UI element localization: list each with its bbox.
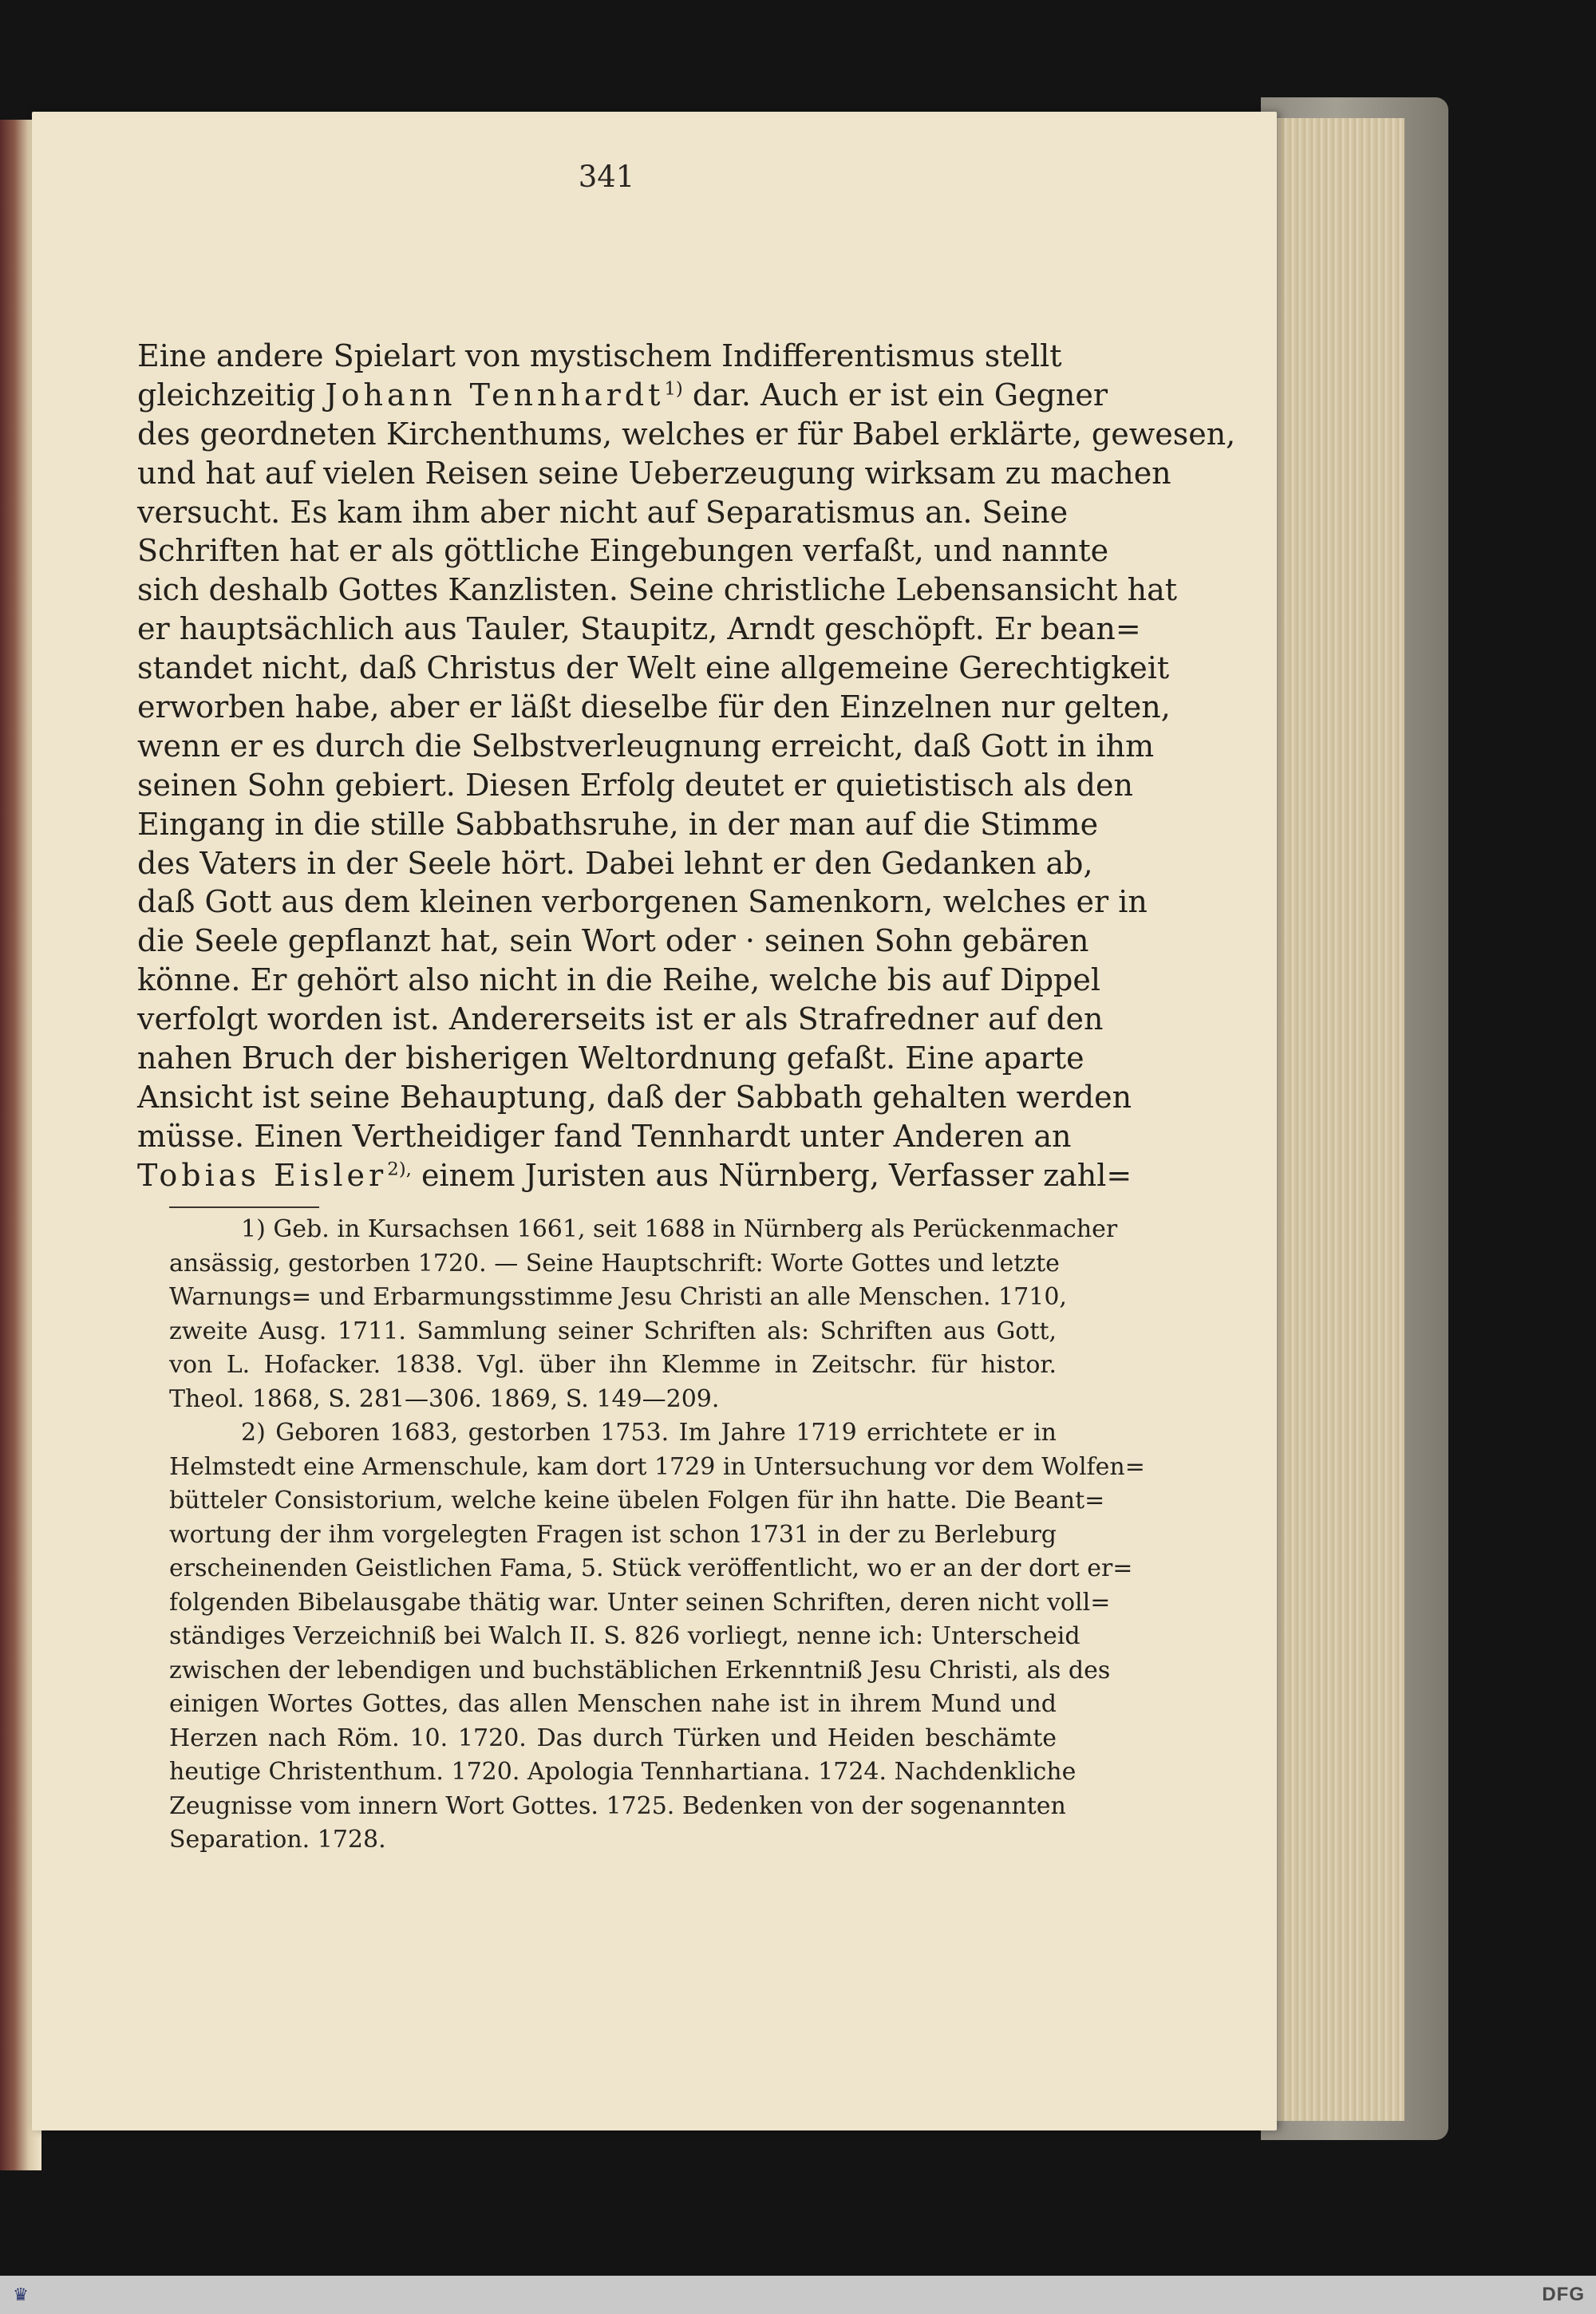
footnote-ref: 1)	[664, 378, 683, 400]
footnote-2-line: ständiges Verzeichniß bei Walch II. S. 826 vorliegt, nenne ich: Unterscheid	[169, 1622, 1080, 1650]
library-crest-icon: ♛	[13, 2285, 29, 2305]
text-line: könne. Er gehört also nicht in die Reihe, welche bis auf Dippel	[137, 962, 1101, 998]
text-line: die Seele gepflanzt hat, sein Wort oder · seinen Sohn gebären	[137, 923, 1089, 959]
footnote-rule	[169, 1206, 319, 1208]
text-line: standet nicht, daß Christus der Welt eine allgemeine Gerechtigkeit	[137, 650, 1170, 686]
text-line: des Vaters in der Seele hört. Dabei lehnt er den Gedanken ab,	[137, 845, 1093, 881]
text-line: wenn er es durch die Selbstverleugnung erreicht, daß Gott in ihm	[137, 728, 1155, 764]
footnote-2-line: erscheinenden Geistlichen Fama, 5. Stück veröffentlicht, wo er an der dort er=	[169, 1554, 1133, 1582]
text-line: nahen Bruch der bisherigen Weltordnung gefaßt. Eine aparte	[137, 1041, 1084, 1076]
footnote-1-line: Theol. 1868, S. 281—306. 1869, S. 149—209.	[169, 1384, 720, 1413]
footnote-2-line: 2) Geboren 1683, gestorben 1753. Im Jahre 1719 errichtete er in	[241, 1419, 1057, 1447]
footnote-1-line: 1) Geb. in Kursachsen 1661, seit 1688 in Nürnberg als Perückenmacher	[241, 1215, 1118, 1243]
dfg-logo: DFG	[1542, 2284, 1585, 2305]
text-line: Schriften hat er als göttliche Eingebungen verfaßt, und nannte	[137, 533, 1109, 569]
footnotes	[169, 1213, 1145, 1858]
text-line: erworben habe, aber er läßt dieselbe für den Einzelnen nur gelten,	[137, 689, 1171, 725]
footnote-2-line: Herzen nach Röm. 10. 1720. Das durch Türken und Heiden beschämte	[169, 1724, 1057, 1752]
footnote-2-line: einigen Wortes Gottes, das allen Menschen nahe ist in ihrem Mund und	[169, 1690, 1057, 1718]
text-line: sich deshalb Gottes Kanzlisten. Seine christliche Lebensansicht hat	[137, 572, 1178, 608]
footnote-2-line: Zeugnisse vom innern Wort Gottes. 1725. Bedenken von der sogenannten	[169, 1791, 1066, 1820]
text-line: daß Gott aus dem kleinen verborgenen Samenkorn, welches er in	[137, 884, 1148, 920]
footnote-1-line: von L. Hofacker. 1838. Vgl. über ihn Klemme in Zeitschr. für histor.	[169, 1351, 1057, 1379]
footnote-2-line: wortung der ihm vorgelegten Fragen ist schon 1731 in der zu Berleburg	[169, 1520, 1057, 1549]
person-name: Tobias Eisler	[137, 1157, 388, 1193]
body-text	[137, 337, 1236, 1195]
footnote-1-line: ansässig, gestorben 1720. — Seine Hauptschrift: Worte Gottes und letzte	[169, 1249, 1060, 1277]
text-line: Eingang in die stille Sabbathsruhe, in der man auf die Stimme	[137, 806, 1099, 842]
text-line: gleichzeitig Johann Tennhardt$^{1)}$ dar. Auch er ist ein Gegner	[137, 377, 1108, 413]
page-number: 341	[578, 160, 635, 194]
footnote-2-line: bütteler Consistorium, welche keine übelen Folgen für ihn hatte. Die Beant=	[169, 1487, 1105, 1514]
footnote-2-line: zwischen der lebendigen und buchstäblichen Erkenntniß Jesu Christi, als des	[169, 1656, 1111, 1684]
footnote-ref: 2),	[387, 1159, 412, 1180]
text-line: verfolgt worden ist. Andererseits ist er als Strafredner auf den	[137, 1001, 1104, 1037]
text-line: Tobias Eisler$^{2),}$ einem Juristen aus Nürnberg, Verfasser zahl=	[137, 1157, 1132, 1193]
footnote-1-line: zweite Ausg. 1711. Sammlung seiner Schriften als: Schriften aus Gott,	[169, 1317, 1057, 1345]
viewer-footer-bar	[0, 2276, 1596, 2314]
footnote-2-line: folgenden Bibelausgabe thätig war. Unter seinen Schriften, deren nicht voll=	[169, 1588, 1111, 1617]
text-line: müsse. Einen Vertheidiger fand Tennhardt unter Anderen an	[137, 1118, 1072, 1154]
text-line: Eine andere Spielart von mystischem Indifferentismus stellt	[137, 338, 1062, 373]
text-line: seinen Sohn gebiert. Diesen Erfolg deutet er quietistisch als den	[137, 767, 1133, 803]
text-line: und hat auf vielen Reisen seine Ueberzeugung wirksam zu machen	[137, 455, 1171, 491]
text-line: er hauptsächlich aus Tauler, Staupitz, Arndt geschöpft. Er bean=	[137, 611, 1141, 647]
footnote-2-line: heutige Christenthum. 1720. Apologia Tennhartiana. 1724. Nachdenkliche	[169, 1758, 1077, 1786]
footnote-1-line: Warnungs= und Erbarmungsstimme Jesu Christi an alle Menschen. 1710,	[169, 1283, 1067, 1311]
text-line: Ansicht ist seine Behauptung, daß der Sabbath gehalten werden	[137, 1079, 1132, 1115]
text-line: versucht. Es kam ihm aber nicht auf Separatismus an. Seine	[137, 494, 1069, 530]
footnote-2-line: Helmstedt eine Armenschule, kam dort 1729 in Untersuchung vor dem Wolfen=	[169, 1452, 1145, 1481]
text-line: des geordneten Kirchenthums, welches er für Babel erklärte, gewesen,	[137, 416, 1236, 452]
footnote-2-line: Separation. 1728.	[169, 1826, 386, 1854]
person-name: Johann Tennhardt	[325, 377, 665, 413]
